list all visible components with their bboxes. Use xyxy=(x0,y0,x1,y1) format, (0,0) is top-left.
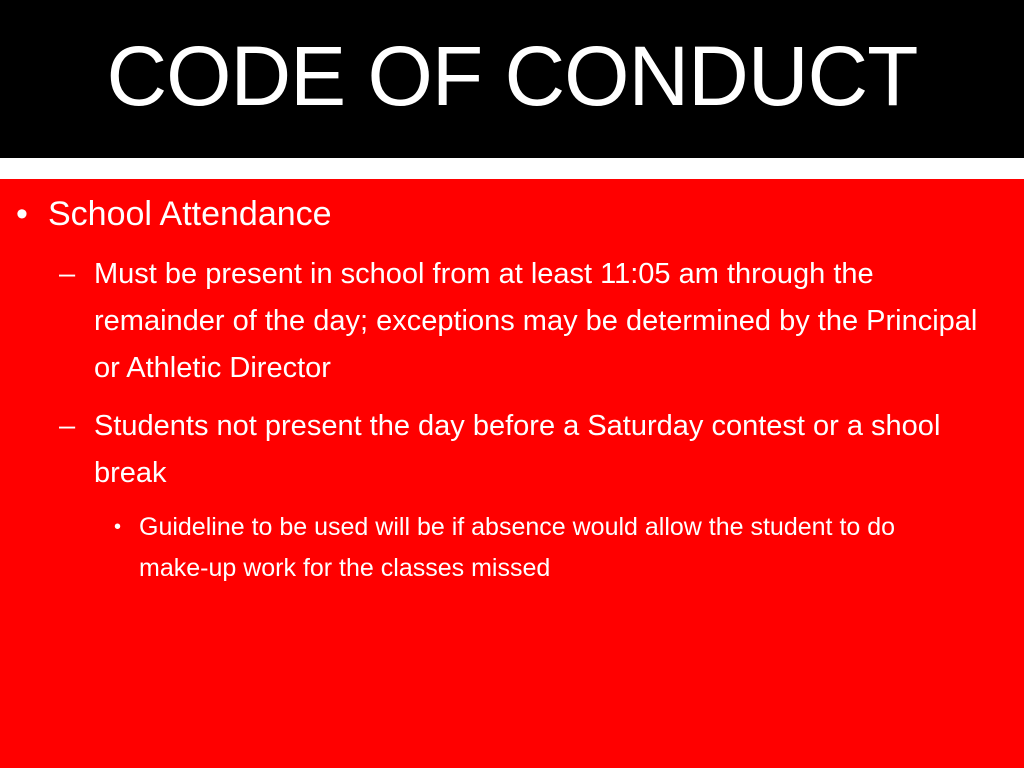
bullet-marker: • xyxy=(16,195,28,233)
sub-sub-bullet-item-guideline xyxy=(114,507,959,589)
sub-sub-bullet-text: Guideline to be used will be if absence would allow the student to do make-up work for the classes missed xyxy=(139,513,896,582)
sub-bullet-text: Students not present the day before a Saturday contest or a shool break xyxy=(94,410,941,489)
sub-bullet-marker: – xyxy=(59,410,76,442)
title-divider xyxy=(0,158,1024,179)
sub-bullet-text: Must be present in school from at least 11:05 am through the remainder of the day; exceptions may be determined by the Principal or Athletic Director xyxy=(94,258,978,384)
sub-bullet-item-attendance-time xyxy=(59,251,994,392)
slide-title: CODE OF CONDUCT xyxy=(106,29,918,123)
sub-bullet-marker: – xyxy=(59,258,76,290)
title-band xyxy=(0,0,1024,158)
sub-bullet-item-saturday-contest xyxy=(59,403,994,497)
sub-sub-bullet-marker: • xyxy=(114,516,122,538)
bullet-text: School Attendance xyxy=(48,195,332,233)
bullet-item-school-attendance xyxy=(16,192,988,236)
